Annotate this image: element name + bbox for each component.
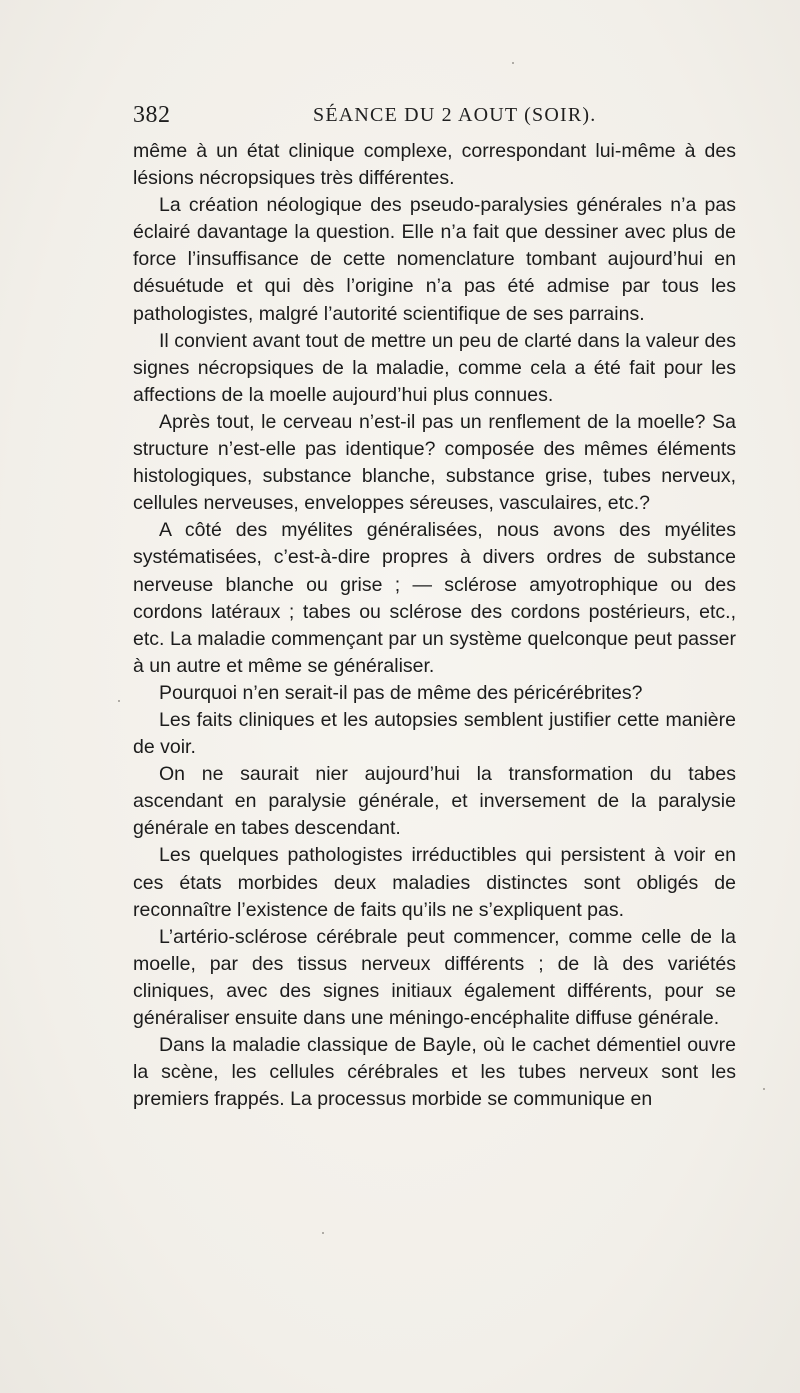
paragraph-continuation: même à un état clinique complexe, correspondant lui-même à des lésions nécropsiques très différentes.: [133, 140, 736, 190]
running-head: [133, 100, 736, 134]
paragraph: Les quelques pathologistes irréductibles qui persistent à voir en ces états morbides deux maladies distinctes sont obligés de reconnaître l’existence de faits qu’ils ne s’expliquent pas.: [133, 844, 736, 921]
body-text: [133, 138, 736, 1113]
paper-speck: [763, 1088, 765, 1090]
running-title: SÉANCE DU 2 AOUT (SOIR).: [313, 104, 597, 126]
paragraph: On ne saurait nier aujourd’hui la transformation du tabes ascendant en paralysie générale, et inversement de la paralysie générale en tabes descendant.: [133, 763, 736, 840]
paper-speck: [118, 700, 120, 702]
page-number: 382: [133, 102, 171, 128]
paragraph: Il convient avant tout de mettre un peu de clarté dans la valeur des signes nécropsiques de la maladie, comme cela a été fait pour les affections de la moelle aujourd’hui plus connues.: [133, 329, 736, 406]
paragraph: L’artério-sclérose cérébrale peut commencer, comme celle de la moelle, par des tissus nerveux différents ; de là des variétés cliniques, avec des signes initiaux également différents, pour se généraliser ensuite dans une méningo-encéphalite diffuse générale.: [133, 925, 736, 1029]
paragraph: La création néologique des pseudo-paralysies générales n’a pas éclairé davantage la question. Elle n’a fait que dessiner avec plus de force l’insuffisance de cette nomenclature tombant aujourd’hui en désuétude et qui dès l’origine n’a pas été admise par tous les pathologistes, malgré l’autorité scientifique de ses parrains.: [133, 194, 736, 325]
paragraph: Les faits cliniques et les autopsies semblent justifier cette manière de voir.: [133, 708, 736, 759]
paragraph: Dans la maladie classique de Bayle, où le cachet démentiel ouvre la scène, les cellules cérébrales et les tubes nerveux sont les premiers frappés. La processus morbide se communique en: [133, 1034, 736, 1111]
paragraph: A côté des myélites généralisées, nous avons des myélites systématisées, c’est-à-dire propres à divers ordres de substance nerveuse blanche ou grise ; — sclérose amyotrophique ou des cordons latéraux ; tabes ou sclérose des cordons postérieurs, etc., etc. La maladie commençant par un système quelconque peut passer à un autre et même se généraliser.: [133, 519, 736, 677]
paper-speck: [512, 62, 514, 64]
paragraph: Pourquoi n’en serait-il pas de même des péricérébrites?: [159, 681, 643, 704]
paper-speck: [322, 1232, 324, 1234]
paragraph: Après tout, le cerveau n’est-il pas un renflement de la moelle? Sa structure n’est-elle pas identique? composée des mêmes éléments histologiques, substance blanche, substance grise, tubes nerveux, cellules nerveuses, enveloppes séreuses, vasculaires, etc.?: [133, 410, 736, 515]
